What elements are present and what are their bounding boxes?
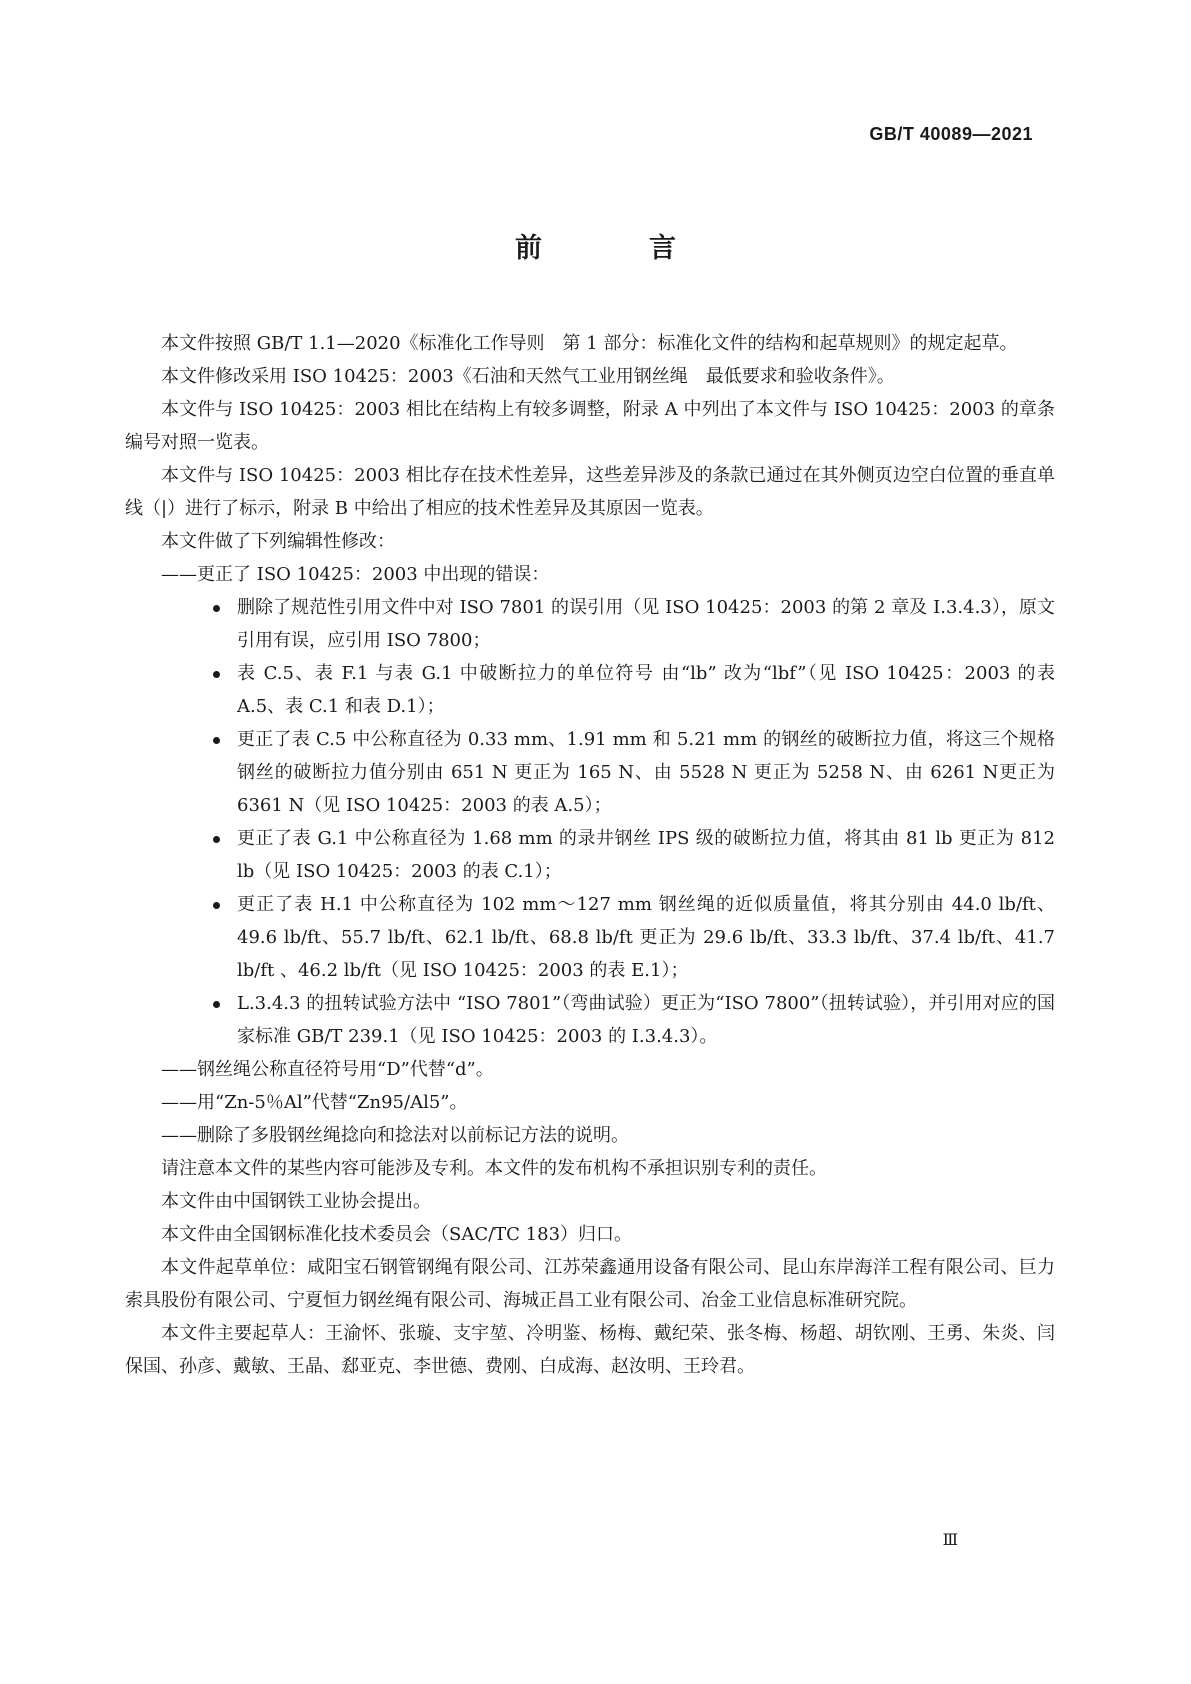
dash-item: ——用“Zn-5％Al”代替“Zn95/Al5”。 [161, 1092, 468, 1113]
standard-code: GB/T 40089—2021 [869, 124, 1033, 144]
dash-item: ——钢丝绳公称直径符号用“D”代替“d”。 [161, 1059, 494, 1080]
dash-item: ——删除了多股钢丝绳捻向和捻法对以前标记方法的说明。 [161, 1125, 629, 1146]
bullet-item: 表 C.5、表 F.1 与表 G.1 中破断拉力的单位符号 由“lb” 改为“lbf”（见 ISO 10425：2003 的表 A.5、表 C.1 和表 D.1）； [125, 657, 1055, 723]
bullet-list [125, 591, 1055, 1053]
bullet-item: 删除了规范性引用文件中对 ISO 7801 的误引用（见 ISO 10425：2003 的第 2 章及 I.3.4.3），原文引用有误，应引用 ISO 7800； [125, 591, 1055, 657]
paragraph: 本文件按照 GB/T 1.1—2020《标准化工作导则 第 1 部分：标准化文件的结构和起草规则》的规定起草。 [161, 333, 1018, 354]
page-number: Ⅲ [942, 1530, 958, 1549]
bullet-item: 更正了表 C.5 中公称直径为 0.33 mm、1.91 mm 和 5.21 mm 的钢丝的破断拉力值，将这三个规格钢丝的破断拉力值分别由 651 N 更正为 165 N、由 5528 N 更正为 5258 N、由 6261 N更正为 6361 N（见 ISO 10425：2003 的表 A.5）； [125, 723, 1055, 822]
foreword-body [125, 327, 1055, 1383]
paragraph: 本文件由全国钢标准化技术委员会（SAC/TC 183）归口。 [161, 1224, 633, 1245]
dash-item: ——更正了 ISO 10425：2003 中出现的错误： [161, 564, 550, 585]
page-title: 前 言 [515, 233, 716, 264]
paragraph: 本文件做了下列编辑性修改： [161, 531, 395, 552]
bullet-item: L.3.4.3 的扭转试验方法中 “ISO 7801”（弯曲试验）更正为“ISO 7800”（扭转试验），并引用对应的国家标准 GB/T 239.1（见 ISO 10425：2003 的 I.3.4.3）。 [125, 987, 1055, 1053]
paragraph: 本文件由中国钢铁工业协会提出。 [161, 1191, 431, 1212]
bullet-item: 更正了表 G.1 中公称直径为 1.68 mm 的录井钢丝 IPS 级的破断拉力值，将其由 81 lb 更正为 812 lb（见 ISO 10425：2003 的表 C.1）； [125, 822, 1055, 888]
paragraph: 本文件修改采用 ISO 10425：2003《石油和天然气工业用钢丝绳 最低要求和验收条件》。 [161, 366, 895, 387]
paragraph: 请注意本文件的某些内容可能涉及专利。本文件的发布机构不承担识别专利的责任。 [161, 1158, 827, 1179]
paragraph: 本文件与 ISO 10425：2003 相比在结构上有较多调整，附录 A 中列出了本文件与 ISO 10425：2003 的章条编号对照一览表。 [125, 399, 1055, 453]
paragraph: 本文件与 ISO 10425：2003 相比存在技术性差异，这些差异涉及的条款已通过在其外侧页边空白位置的垂直单线（|）进行了标示，附录 B 中给出了相应的技术性差异及其原因一览表。 [125, 465, 1055, 519]
paragraph: 本文件起草单位：咸阳宝石钢管钢绳有限公司、江苏荣鑫通用设备有限公司、昆山东岸海洋工程有限公司、巨力索具股份有限公司、宁夏恒力钢丝绳有限公司、海城正昌工业有限公司、冶金工业信息标准研究院。 [125, 1257, 1055, 1311]
bullet-item: 更正了表 H.1 中公称直径为 102 mm～127 mm 钢丝绳的近似质量值，将其分别由 44.0 lb/ft、49.6 lb/ft、55.7 lb/ft、62.1 lb/ft、68.8 lb/ft 更正为 29.6 lb/ft、33.3 lb/ft、37.4 lb/ft、41.7 lb/ft 、46.2 lb/ft（见 ISO 10425：2003 的表 E.1）； [125, 888, 1055, 987]
paragraph: 本文件主要起草人：王渝怀、张璇、支宇堃、冷明鉴、杨梅、戴纪荣、张冬梅、杨超、胡钦刚、王勇、朱炎、闫保国、孙彦、戴敏、王晶、郄亚克、李世德、费刚、白成海、赵汝明、王玲君。 [125, 1323, 1055, 1377]
